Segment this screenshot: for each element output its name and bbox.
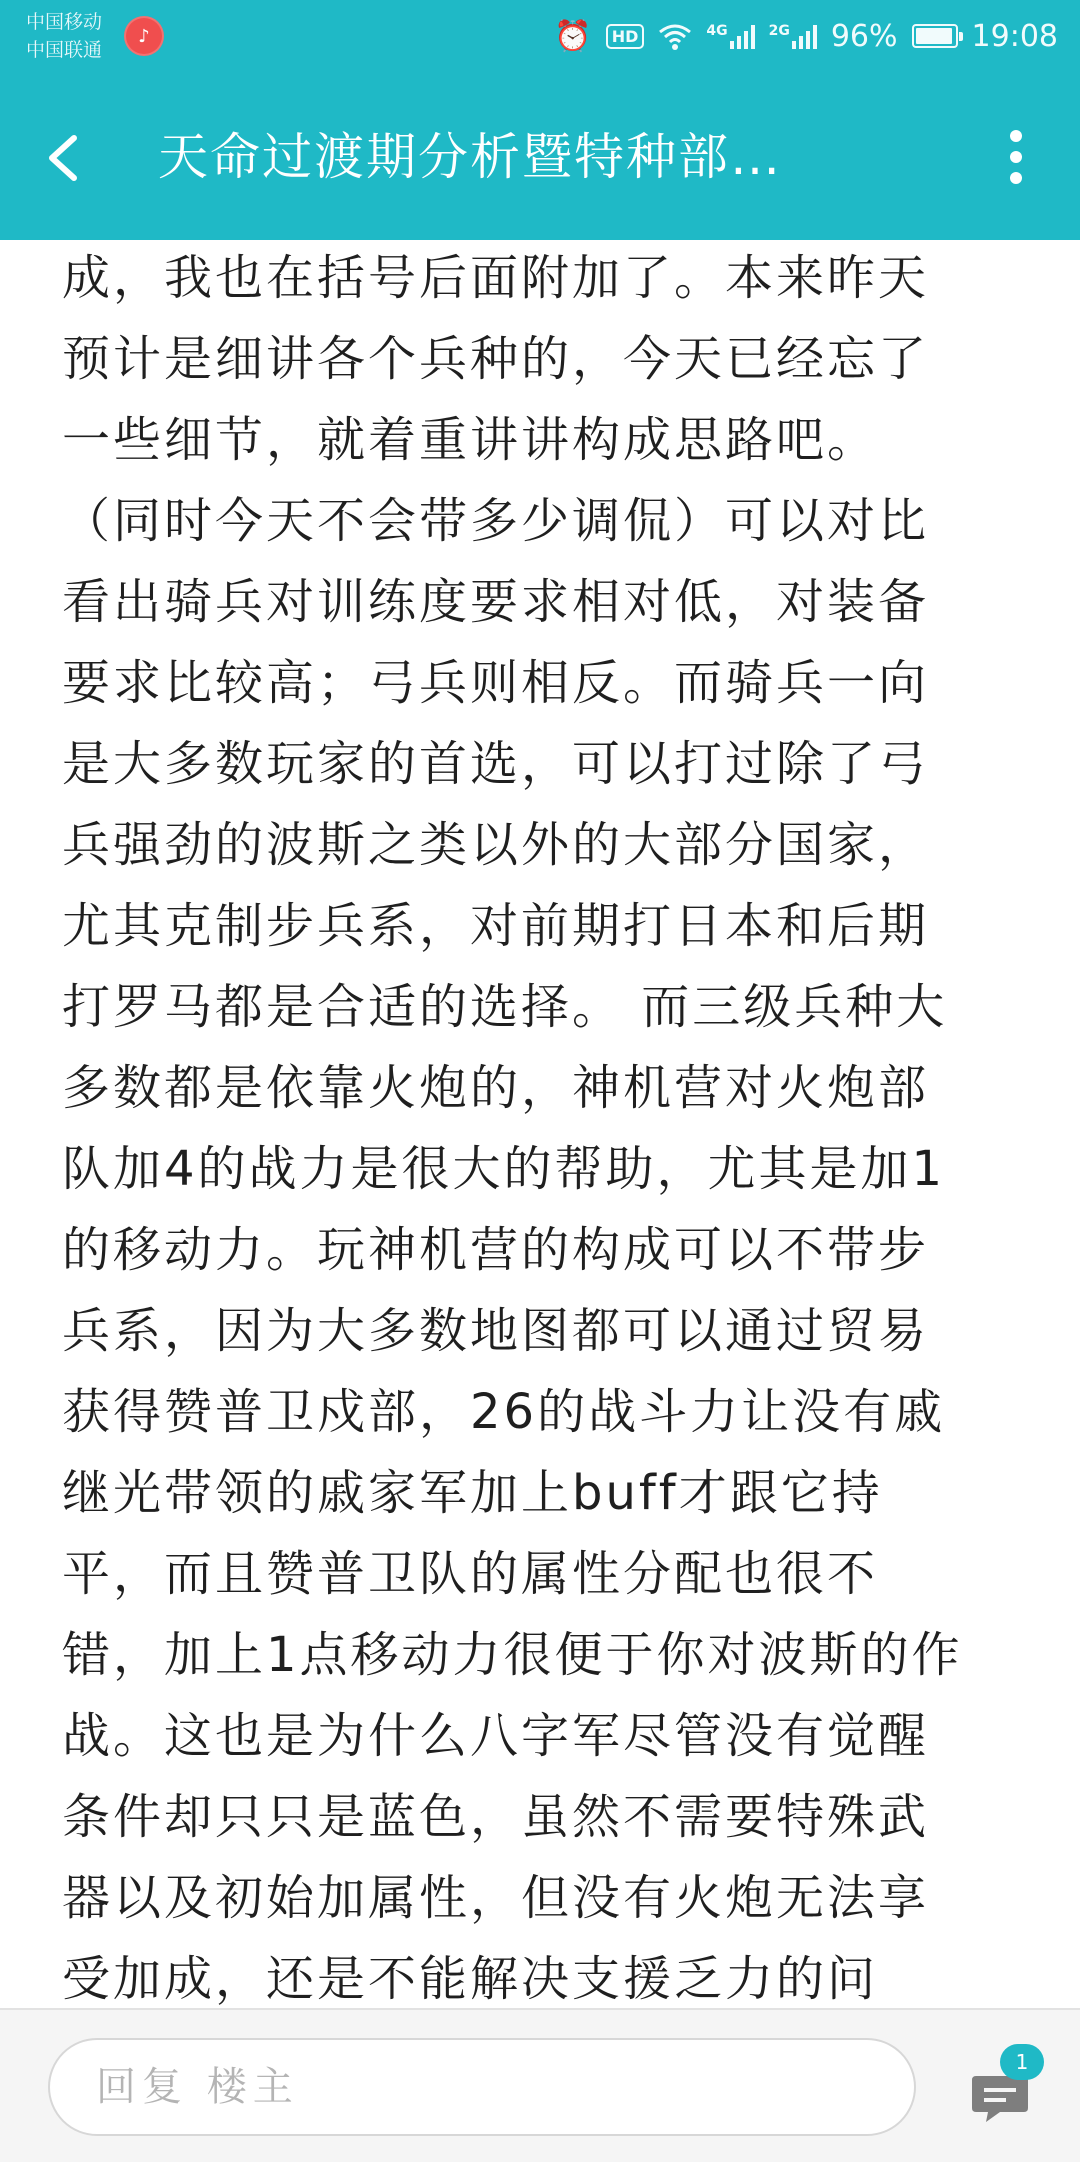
chevron-left-icon: [40, 122, 100, 192]
text-line: （同时今天不会带多少调侃）可以对比: [62, 493, 930, 549]
text-line: 要求比较高；弓兵则相反。而骑兵一向: [62, 655, 930, 711]
text-line: 打罗马都是合适的选择。 而三级兵种大: [62, 979, 948, 1035]
hd-badge: HD: [606, 24, 645, 49]
battery-icon: [912, 24, 958, 48]
text-line: 受加成，还是不能解决支援乏力的问: [62, 1951, 879, 2007]
text-line: 继光带领的戚家军加上buff才跟它持: [62, 1465, 883, 1521]
text-line: 兵系，因为大多数地图都可以通过贸易: [62, 1303, 930, 1359]
wifi-icon: [658, 22, 692, 50]
reply-input[interactable]: 回复 楼主: [48, 2038, 916, 2136]
app-header: [0, 74, 1080, 240]
back-button[interactable]: [40, 122, 100, 192]
text-line: 看出骑兵对训练度要求相对低，对装备: [62, 574, 930, 630]
text-line: 兵强劲的波斯之类以外的大部分国家，: [62, 817, 930, 873]
signal-icon-2: [792, 23, 817, 49]
text-line: 一些细节，就着重讲讲构成思路吧。: [62, 412, 879, 468]
carrier-2: 中国联通: [26, 39, 103, 61]
text-line: 尤其克制步兵系，对前期打日本和后期: [62, 898, 930, 954]
status-icons: [554, 14, 1058, 58]
text-line: 预计是细讲各个兵种的，今天已经忘了: [62, 331, 930, 387]
text-line: 队加4的战力是很大的帮助，尤其是加1: [62, 1141, 946, 1197]
text-line: 条件却只只是蓝色，虽然不需要特殊武: [62, 1789, 930, 1845]
text-line: 的移动力。玩神机营的构成可以不带步: [62, 1222, 930, 1278]
text-line: 错，加上1点移动力很便于你对波斯的作: [62, 1627, 963, 1683]
post-content[interactable]: [0, 240, 1080, 2008]
comment-count-badge: 1: [1000, 2044, 1044, 2080]
more-options-button[interactable]: [1004, 130, 1028, 186]
status-bar: [0, 0, 1080, 74]
network-type-2: 2G: [768, 23, 790, 39]
clock: 19:08: [971, 18, 1058, 54]
text-line: 成，我也在括号后面附加了。本来昨天: [62, 250, 930, 306]
reply-bar: [0, 2008, 1080, 2162]
more-vertical-icon: [1010, 130, 1022, 142]
text-line: 获得赞普卫戍部，26的战斗力让没有戚: [62, 1384, 946, 1440]
text-line: 器以及初始加属性，但没有火炮无法享: [62, 1870, 930, 1926]
text-line: 战。这也是为什么八字军尽管没有觉醒: [62, 1708, 930, 1764]
battery-percent: 96%: [830, 18, 898, 54]
netease-music-icon: ♪: [124, 16, 164, 56]
signal-icon: [730, 23, 755, 49]
carrier-info: [26, 8, 102, 64]
text-line: 是大多数玩家的首选，可以打过除了弓: [62, 736, 930, 792]
alarm-icon: ⏰: [554, 18, 592, 54]
page-title: 天命过渡期分析暨特种部…: [158, 128, 782, 186]
carrier-1: 中国移动: [26, 11, 103, 33]
text-line: 平，而且赞普卫队的属性分配也很不: [62, 1546, 879, 1602]
text-line: 多数都是依靠火炮的，神机营对火炮部: [62, 1060, 930, 1116]
network-type-1: 4G: [706, 23, 728, 39]
